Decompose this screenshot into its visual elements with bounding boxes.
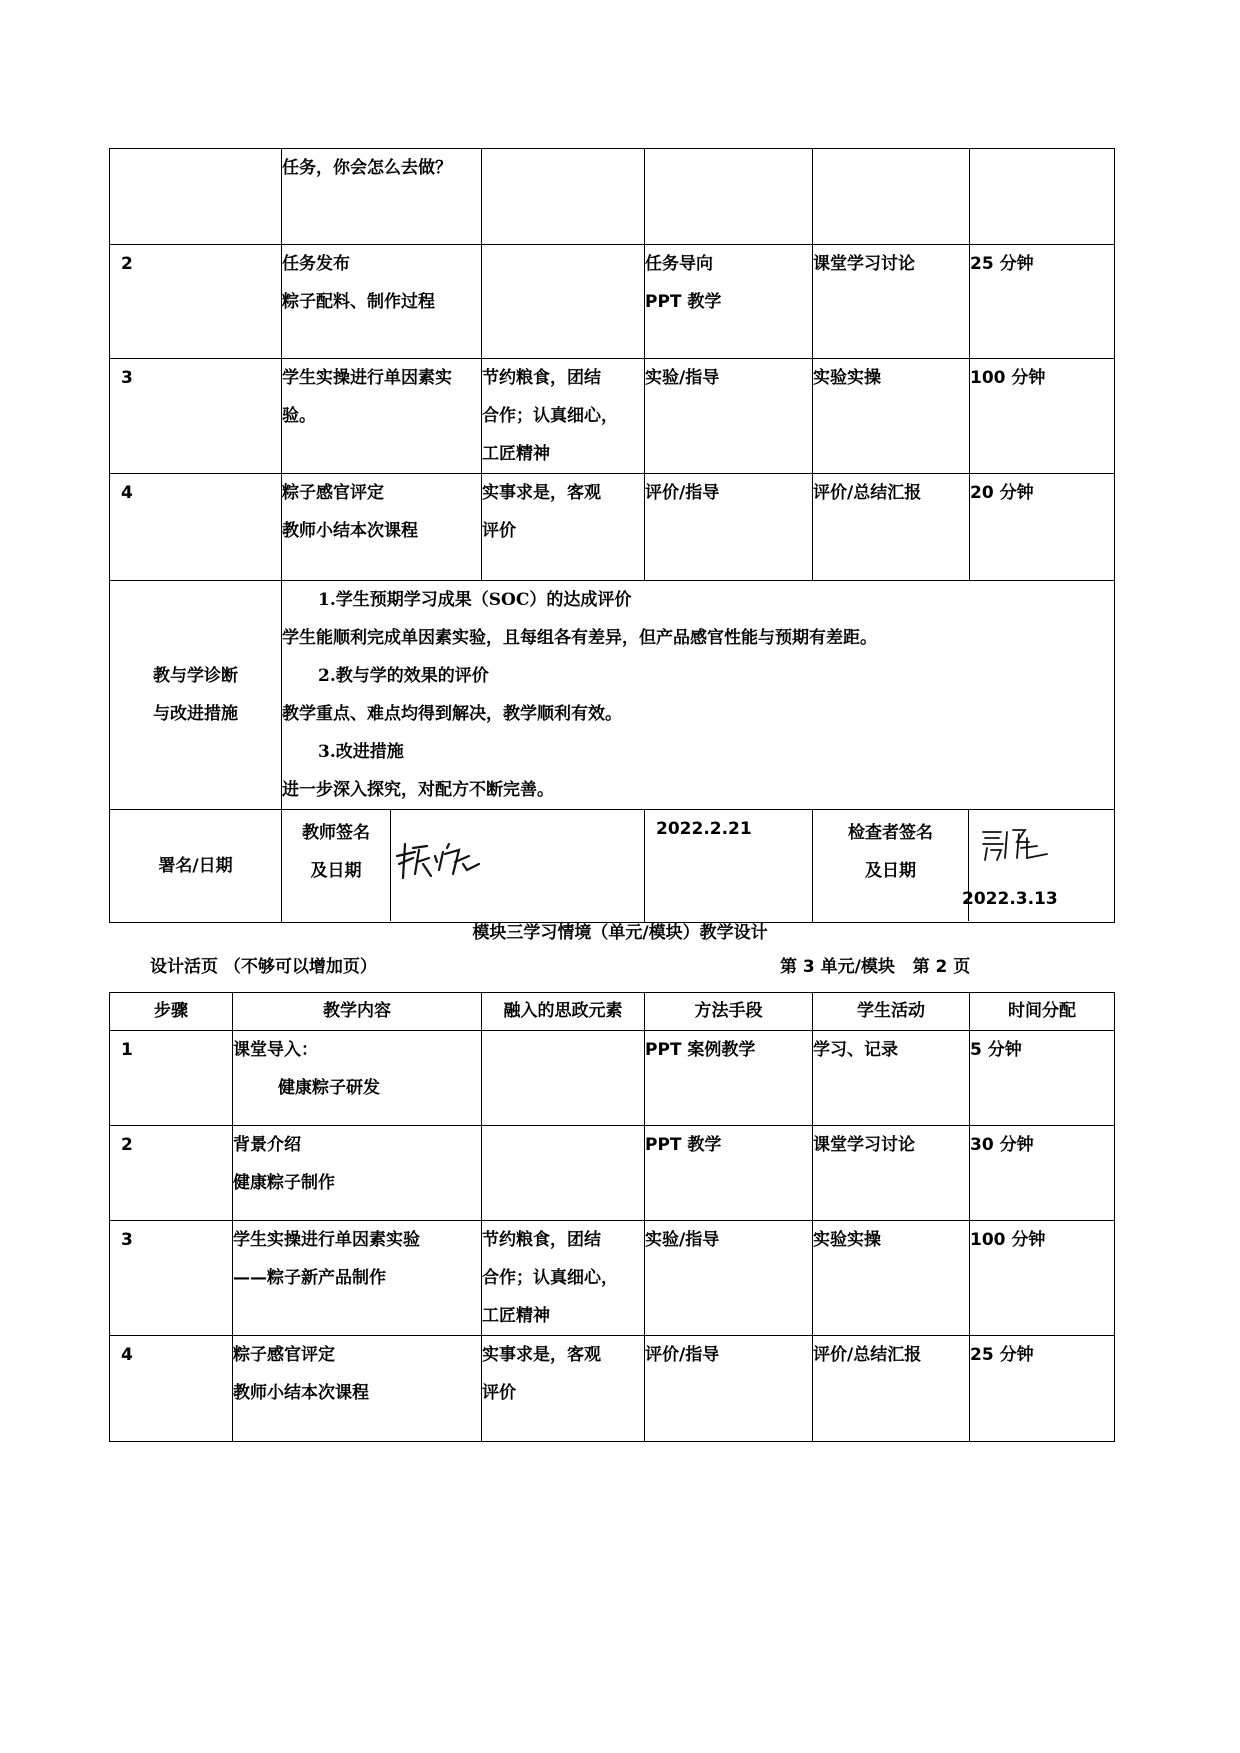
subtitle-left: 设计活页 （不够可以增加页） [150,957,377,977]
ideology-cell: 节约粮食，团结 合作；认真细心， 工匠精神 [482,359,645,474]
method-cell: PPT 案例教学 [645,1031,813,1126]
method-cell: 评价/指导 [645,474,813,581]
lesson-table-page2 [109,992,1115,1442]
table-row [110,474,1115,581]
content-cell: 课堂导入： 健康粽子研发 [233,1031,482,1126]
time-cell: 25 分钟 [970,1336,1115,1442]
activity-cell: 评价/总结汇报 [813,474,970,581]
ideology-cell: 实事求是，客观 评价 [482,474,645,581]
ideology-cell [482,1031,645,1126]
activity-cell: 学习、记录 [813,1031,970,1126]
step-cell [110,149,282,245]
checker-sign-label: 检查者签名 及日期 [848,823,933,881]
content-cell: 粽子感官评定 教师小结本次课程 [282,474,482,581]
activity-cell: 评价/总结汇报 [813,1336,970,1442]
time-cell: 100 分钟 [970,1221,1115,1336]
signature-row [110,810,1115,923]
activity-cell: 实验实操 [813,359,970,474]
method-cell: 实验/指导 [645,1221,813,1336]
method-cell: 实验/指导 [645,359,813,474]
table-row [110,1126,1115,1221]
method-cell: 任务导向 PPT 教学 [645,245,813,359]
table-row [110,1221,1115,1336]
ideology-cell [482,1126,645,1221]
step-cell: 2 [110,245,282,359]
header-method: 方法手段 [645,993,813,1031]
time-cell: 100 分钟 [970,359,1115,474]
signature-label: 署名/日期 [110,810,282,923]
time-cell: 20 分钟 [970,474,1115,581]
step-cell: 3 [110,359,282,474]
table-row [110,1031,1115,1126]
activity-cell: 实验实操 [813,1221,970,1336]
method-cell: 评价/指导 [645,1336,813,1442]
page-title: 模块三学习情境（单元/模块）教学设计 [472,923,768,943]
header-content: 教学内容 [233,993,482,1031]
table-header-row [110,993,1115,1031]
method-cell [645,149,813,245]
content-cell: 任务发布 粽子配料、制作过程 [282,245,482,359]
ideology-cell: 节约粮食，团结 合作；认真细心， 工匠精神 [482,1221,645,1336]
content-cell: 背景介绍 健康粽子制作 [233,1126,482,1221]
ideology-cell: 实事求是，客观 评价 [482,1336,645,1442]
header-step: 步骤 [110,993,233,1031]
teacher-signature-cell [282,810,645,923]
table-row [110,359,1115,474]
table-row [110,1336,1115,1442]
subtitle-right: 第 3 单元/模块 第 2 页 [780,957,971,977]
diagnosis-row [110,581,1115,810]
content-cell: 学生实操进行单因素实验 ——粽子新产品制作 [233,1221,482,1336]
diagnosis-content: 1.学生预期学习成果（SOC）的达成评价 学生能顺利完成单因素实验，且每组各有差异，但产品感官性能与预期有差距。 2.教与学的效果的评价 教学重点、难点均得到解决，教学顺利有效。 3.改进措施 进一步深入探究，对配方不断完善。 [282,581,1115,810]
step-cell: 3 [110,1221,233,1336]
ideology-cell [482,245,645,359]
checker-sign-date: 2022.3.13 [962,889,1058,909]
header-time: 时间分配 [970,993,1115,1031]
header-activity: 学生活动 [813,993,970,1031]
diagnosis-label: 教与学诊断 与改进措施 [110,581,282,810]
checker-signature-cell [813,810,1115,923]
activity-cell: 课堂学习讨论 [813,245,970,359]
table-row [110,149,1115,245]
content-cell: 任务，你会怎么去做？ [282,149,482,245]
teacher-sign-label: 教师签名 及日期 [302,823,370,881]
time-cell: 5 分钟 [970,1031,1115,1126]
ideology-cell [482,149,645,245]
time-cell [970,149,1115,245]
content-cell: 学生实操进行单因素实验。 [282,359,482,474]
time-cell: 25 分钟 [970,245,1115,359]
step-cell: 4 [110,474,282,581]
content-cell: 粽子感官评定 教师小结本次课程 [233,1336,482,1442]
teacher-signature-area [390,810,644,921]
activity-cell [813,149,970,245]
step-cell: 4 [110,1336,233,1442]
lesson-table-page1 [109,148,1115,923]
step-cell: 2 [110,1126,233,1221]
checker-handwritten-signature [977,824,1057,864]
checker-signature-area [962,810,1114,921]
teacher-sign-date: 2022.2.21 [645,810,813,923]
time-cell: 30 分钟 [970,1126,1115,1221]
teacher-handwritten-signature [393,834,483,884]
activity-cell: 课堂学习讨论 [813,1126,970,1221]
header-ideology: 融入的思政元素 [482,993,645,1031]
step-cell: 1 [110,1031,233,1126]
method-cell: PPT 教学 [645,1126,813,1221]
table-row [110,245,1115,359]
